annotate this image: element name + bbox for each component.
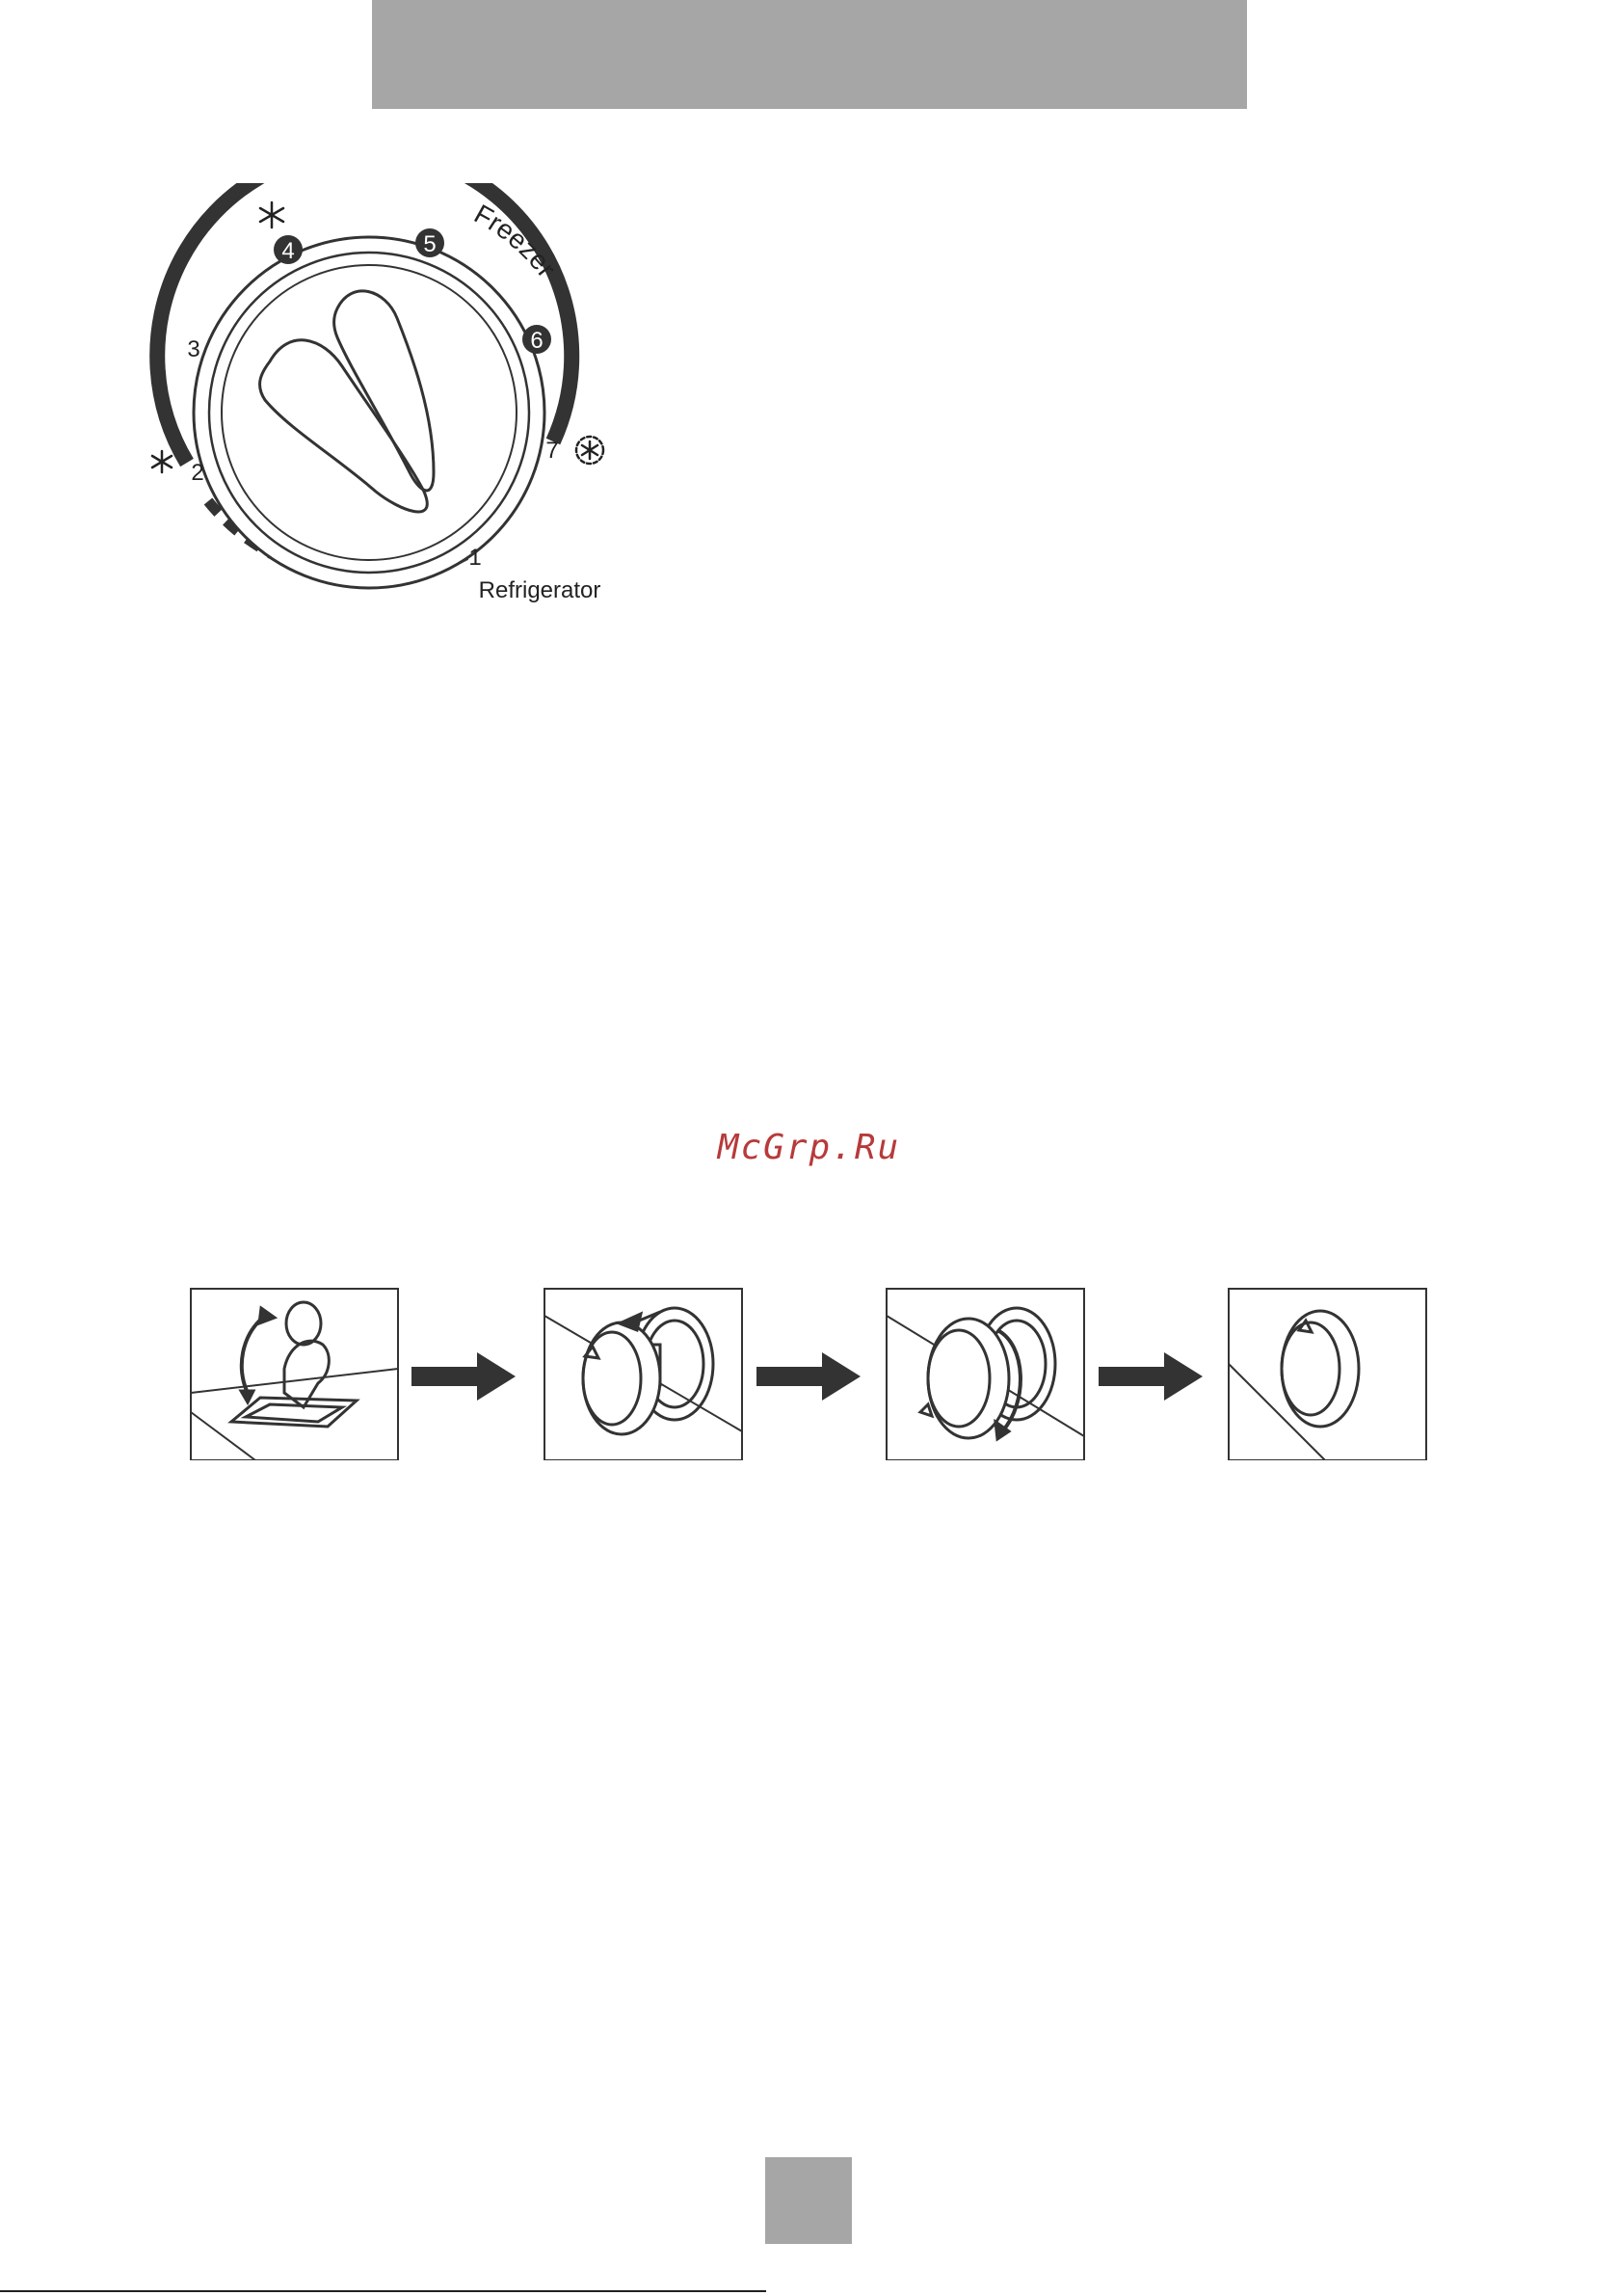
dial-inner-ring [209, 253, 529, 573]
step-2-panel [544, 1289, 742, 1460]
dial-number-5 [415, 228, 444, 257]
snowflake-icon [260, 202, 283, 227]
dial-number-2 [191, 460, 203, 486]
svg-text:5: 5 [423, 231, 437, 257]
dial-number-4 [274, 235, 303, 264]
thermostat-dial [145, 183, 626, 617]
dial-number-6 [522, 325, 551, 354]
dial-number-3 [187, 336, 199, 362]
page-number-box [765, 2157, 852, 2244]
watermark: McGrp.Ru [717, 1128, 901, 1167]
super-freeze-icon [576, 437, 603, 464]
arrow-right-icon [411, 1352, 516, 1401]
step-3-panel [887, 1289, 1084, 1460]
svg-text:6: 6 [530, 328, 544, 354]
svg-text:7: 7 [545, 438, 559, 464]
svg-text:3: 3 [187, 336, 200, 362]
step-4-panel [1229, 1289, 1426, 1460]
header-bar [372, 0, 1247, 109]
refrigerator-label: Refrigerator [478, 577, 601, 603]
arrow-right-icon [1099, 1352, 1203, 1401]
snowflake-icon [152, 451, 172, 472]
freezer-label: Freezer [469, 198, 562, 283]
dial-number-7 [545, 438, 558, 464]
bottom-rule [0, 2290, 766, 2292]
step-1-panel [191, 1289, 398, 1460]
arrow-right-icon [756, 1352, 861, 1401]
svg-text:2: 2 [191, 460, 204, 486]
svg-text:4: 4 [281, 238, 295, 264]
svg-text:1: 1 [468, 545, 482, 571]
dial-number-1 [468, 545, 481, 571]
knob-installation-steps [188, 1277, 1431, 1460]
